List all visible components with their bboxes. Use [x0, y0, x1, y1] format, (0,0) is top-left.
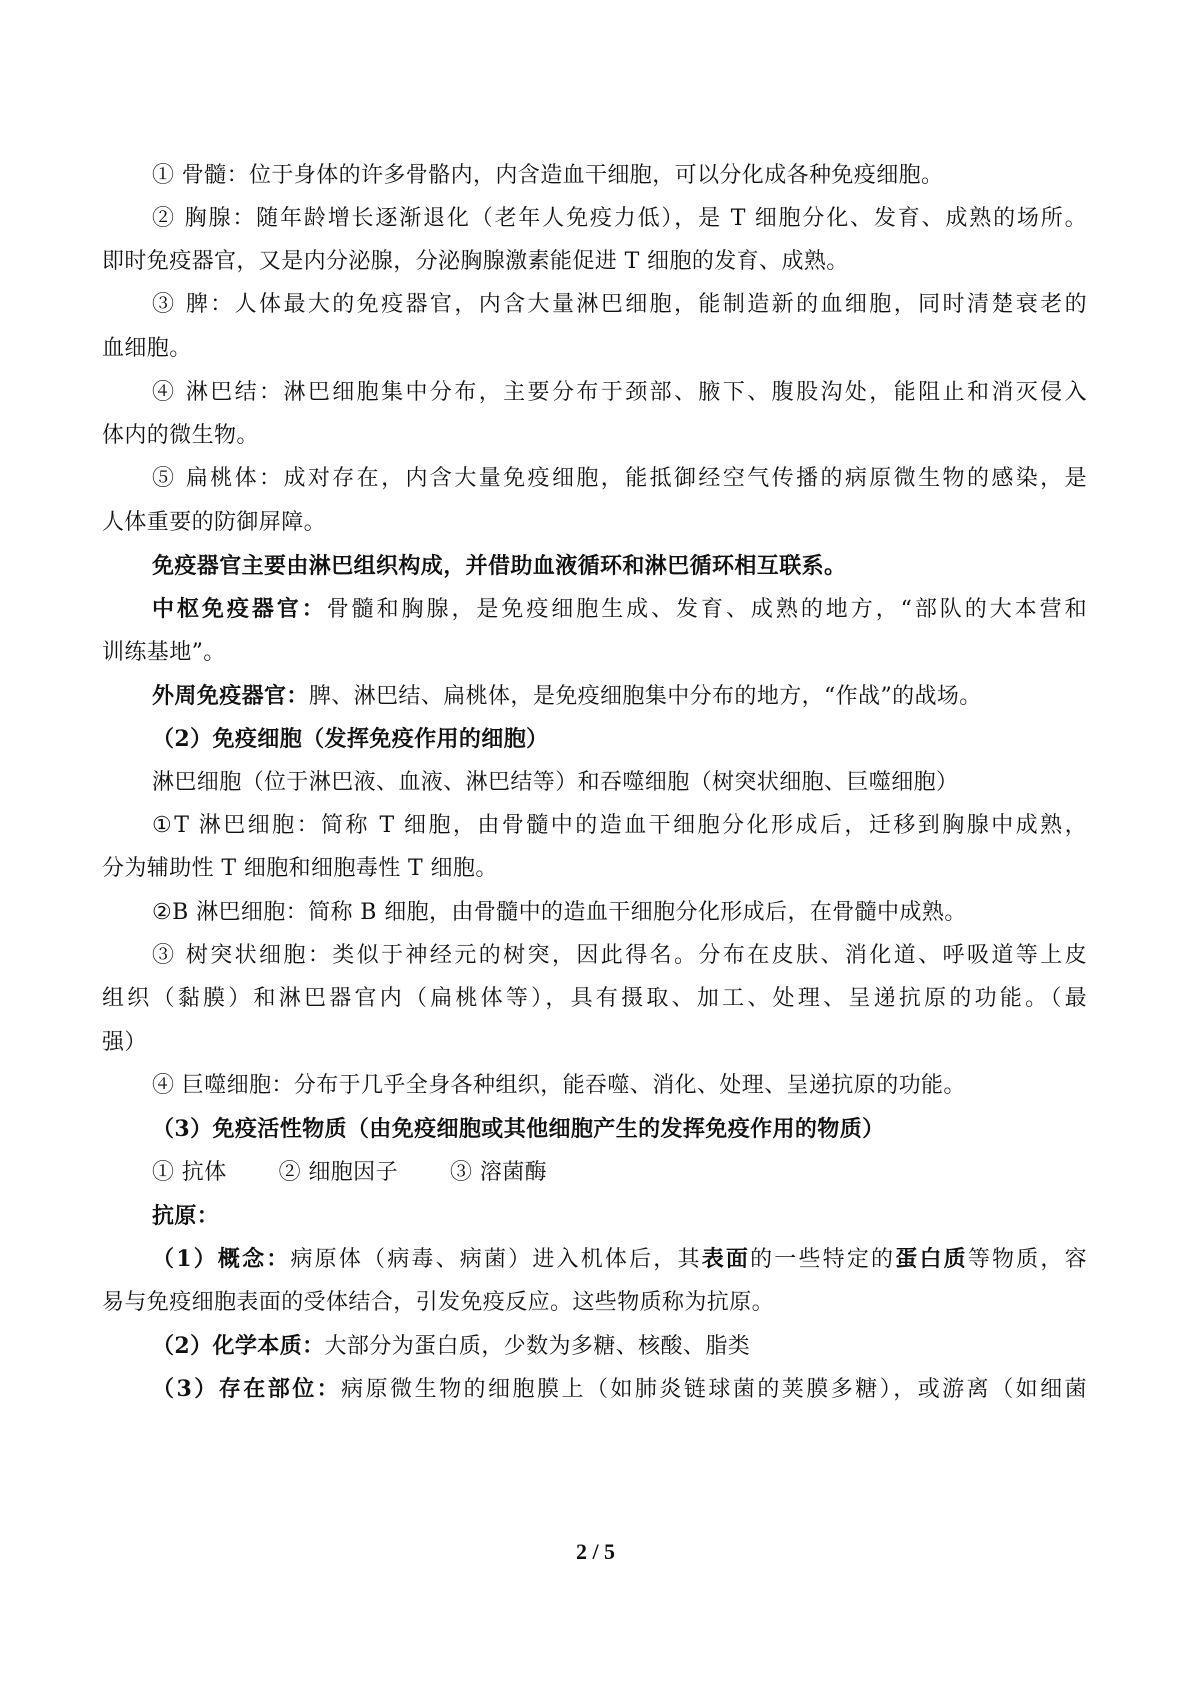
central-organs-text: 骨髓和胸腺，是免疫细胞生成、发育、成熟的地方，“部队的大本营和: [326, 597, 1087, 622]
item-antibody: ① 抗体: [152, 1160, 227, 1185]
text-line-tonsil: ⑤ 扁桃体：成对存在，内含大量免疫细胞，能抵御经空气传播的病原微生物的感染，是: [152, 466, 1087, 491]
text-line-antigen-nature: [102, 1330, 1087, 1363]
text-line-dendritic-cell-cont: 组织（黏膜）和淋巴器官内（扁桃体等），具有摄取、加工、处理、呈递抗原的功能。（最: [102, 986, 1087, 1011]
antigen-concept-text-2: 的一些特定的: [750, 1247, 896, 1272]
heading-antigen: 抗原：: [152, 1203, 220, 1229]
antigen-nature-label: （2）化学本质：: [152, 1333, 325, 1359]
antigen-nature-text: 大部分为蛋白质，少数为多糖、核酸、脂类: [324, 1334, 751, 1359]
text-line-organ-summary: 免疫器官主要由淋巴组织构成，并借助血液循环和淋巴循环相互联系。: [152, 553, 847, 579]
text-line-lymph-node-cont: 体内的微生物。: [102, 423, 259, 448]
antigen-concept-bold-surface: 表面: [701, 1246, 751, 1272]
heading-immune-substances: （3）免疫活性物质（由免疫细胞或其他细胞产生的发挥免疫作用的物质）: [152, 1116, 885, 1142]
text-line-substance-list: [102, 1157, 1087, 1189]
antigen-concept-text-3: 等物质，容: [967, 1247, 1087, 1272]
text-line-peripheral-organs: [102, 680, 1087, 713]
text-line-spleen: ③ 脾：人体最大的免疫器官，内含大量淋巴细胞，能制造新的血细胞，同时清楚衰老的: [152, 292, 1087, 317]
text-line-dendritic-cell-end: 强）: [102, 1030, 147, 1055]
antigen-concept-label: （1）概念：: [152, 1246, 291, 1272]
text-line-bone-marrow: ① 骨髓：位于身体的许多骨骼内，内含造血干细胞，可以分化成各种免疫细胞。: [152, 163, 944, 188]
text-line-lymph-node: ④ 淋巴结：淋巴细胞集中分布，主要分布于颈部、腋下、腹股沟处，能阻止和消灭侵入: [152, 380, 1087, 405]
text-line-t-cell-cont: 分为辅助性 T 细胞和细胞毒性 T 细胞。: [102, 856, 498, 881]
text-line-spleen-cont: 血细胞。: [102, 336, 192, 361]
item-lysozyme: ③ 溶菌酶: [450, 1160, 547, 1185]
text-line-antigen-concept: [102, 1243, 1087, 1276]
central-organs-label: 中枢免疫器官：: [152, 596, 327, 622]
antigen-concept-text-1: 病原体（病毒、病菌）进入机体后，其: [290, 1247, 702, 1272]
document-page: [102, 0, 1087, 1684]
text-line-macrophage: ④ 巨噬细胞：分布于几乎全身各种组织，能吞噬、消化、处理、呈递抗原的功能。: [152, 1073, 966, 1098]
text-line-tonsil-cont: 人体重要的防御屏障。: [102, 510, 327, 535]
antigen-location-text: 病原微生物的细胞膜上（如肺炎链球菌的荚膜多糖），或游离（如细菌: [341, 1377, 1087, 1402]
text-line-t-cell: ①T 淋巴细胞：简称 T 细胞，由骨髓中的造血干细胞分化形成后，迁移到胸腺中成熟，: [152, 813, 1087, 838]
page-number: 2 / 5: [575, 1539, 616, 1564]
text-line-lymphocytes: 淋巴细胞（位于淋巴液、血液、淋巴结等）和吞噬细胞（树突状细胞、巨噬细胞）: [152, 770, 959, 795]
antigen-location-label: （3）存在部位：: [152, 1376, 342, 1402]
text-line-antigen-concept-cont: 易与免疫细胞表面的受体结合，引发免疫反应。这些物质称为抗原。: [102, 1290, 775, 1315]
text-line-dendritic-cell: ③ 树突状细胞：类似于神经元的树突，因此得名。分布在皮肤、消化道、呼吸道等上皮: [152, 943, 1087, 968]
text-line-central-organs: [102, 593, 1087, 626]
text-line-central-organs-cont: 训练基地”。: [102, 640, 226, 665]
peripheral-organs-label: 外周免疫器官：: [152, 683, 309, 709]
text-line-antigen-location: [102, 1373, 1087, 1406]
text-line-b-cell: ②B 淋巴细胞：简称 B 细胞，由骨髓中的造血干细胞分化形成后，在骨髓中成熟。: [152, 900, 967, 925]
heading-immune-cells: （2）免疫细胞（发挥免疫作用的细胞）: [152, 726, 549, 752]
antigen-concept-bold-protein: 蛋白质: [895, 1246, 968, 1272]
text-line-thymus: ② 胸腺：随年龄增长逐渐退化（老年人免疫力低），是 T 细胞分化、发育、成熟的场所。: [152, 206, 1087, 231]
peripheral-organs-text: 脾、淋巴结、扁桃体，是免疫细胞集中分布的地方，“作战”的战场。: [308, 684, 982, 709]
item-cytokine: ② 细胞因子: [278, 1160, 398, 1185]
text-line-thymus-cont: 即时免疫器官，又是内分泌腺，分泌胸腺激素能促进 T 细胞的发育、成熟。: [102, 249, 849, 274]
